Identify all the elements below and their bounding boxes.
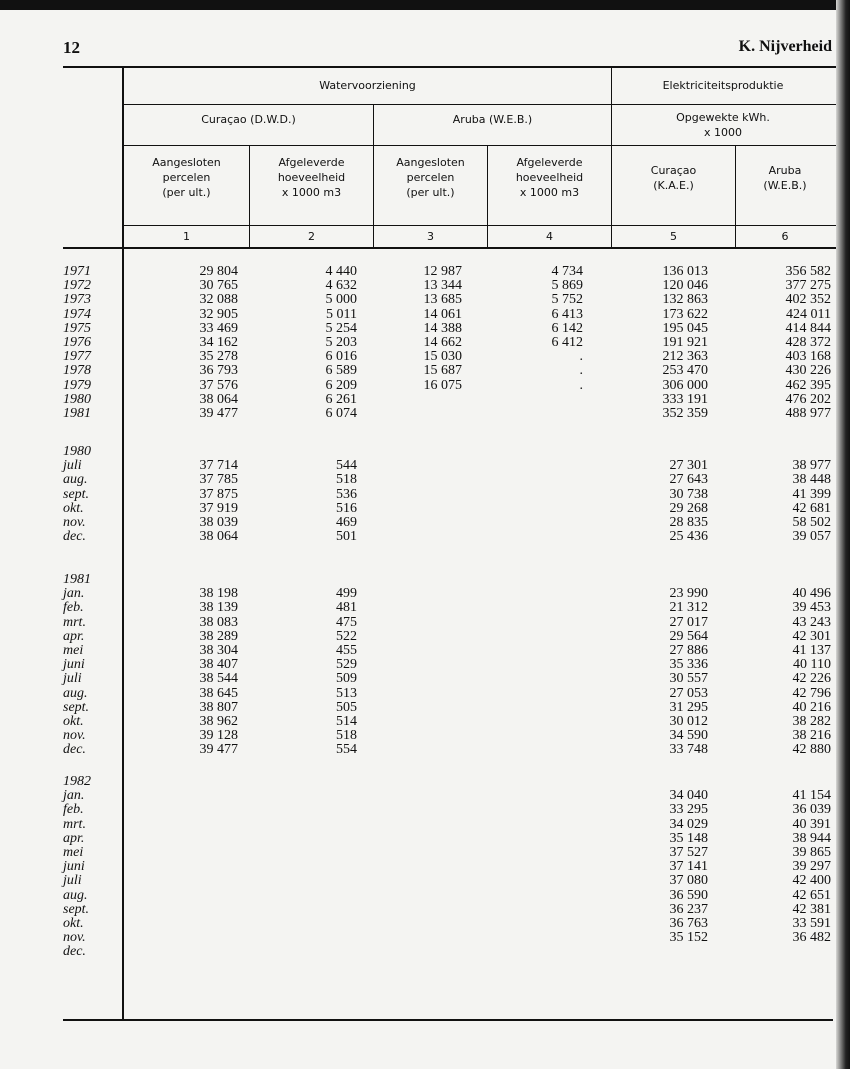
- table-section: [63, 573, 843, 757]
- row-label: okt.: [63, 500, 84, 516]
- table-section: [63, 445, 843, 544]
- cell-col-5: 31 295: [669, 699, 708, 715]
- cell-col-3: 13 344: [423, 278, 462, 294]
- subheader-elec-unit: [612, 110, 834, 140]
- cell-col-2: 518: [336, 472, 357, 488]
- table-row: [63, 803, 843, 817]
- row-label: aug.: [63, 472, 88, 488]
- row-label: nov.: [63, 728, 86, 744]
- cell-col-4: 5 869: [551, 278, 583, 294]
- table-row: [63, 336, 843, 350]
- column-number: 6: [781, 230, 789, 243]
- column-header-line: x 1000 m3: [519, 186, 580, 199]
- cell-col-1: 37 785: [199, 472, 238, 488]
- cell-col-2: 544: [336, 458, 357, 474]
- row-label: juli: [63, 458, 82, 474]
- cell-col-5: 27 886: [669, 642, 708, 658]
- section-title-row: [63, 573, 843, 587]
- table-section: [63, 265, 843, 421]
- column-header-6: [736, 163, 834, 193]
- column-header-line: Afgeleverde: [278, 156, 345, 169]
- cell-col-6: 39 453: [792, 600, 831, 616]
- cell-col-6: 476 202: [785, 391, 831, 407]
- rule: [123, 104, 843, 105]
- cell-col-6: 428 372: [785, 334, 831, 350]
- cell-col-2: 522: [336, 628, 357, 644]
- cell-col-6: 40 391: [792, 816, 831, 832]
- cell-col-6: 41 137: [792, 642, 831, 658]
- column-number: 3: [427, 230, 434, 243]
- cell-col-2: 509: [336, 671, 357, 687]
- chapter-title: K. Nijverheid: [738, 38, 832, 55]
- row-label: aug.: [63, 685, 88, 701]
- cell-col-6: 42 651: [792, 887, 831, 903]
- table-row: [63, 407, 843, 421]
- table-row: [63, 818, 843, 832]
- cell-col-5: 191 921: [662, 334, 708, 350]
- table-row: [63, 874, 843, 888]
- row-label: 1977: [63, 349, 91, 365]
- cell-col-3: 15 030: [423, 349, 462, 365]
- cell-col-1: 38 645: [199, 685, 238, 701]
- cell-col-2: 6 016: [325, 349, 357, 365]
- column-header-line: Aruba: [768, 164, 802, 177]
- table-row: [63, 931, 843, 945]
- row-label: 1974: [63, 306, 91, 322]
- cell-col-5: 21 312: [669, 600, 708, 616]
- table-row: [63, 616, 843, 630]
- cell-col-3: 15 687: [423, 363, 462, 379]
- cell-col-5: 37 080: [669, 873, 708, 889]
- row-label: juli: [63, 671, 82, 687]
- cell-col-6: 33 591: [792, 915, 831, 931]
- row-label: 1973: [63, 292, 91, 308]
- section-year-label: 1980: [63, 444, 91, 459]
- cell-col-6: 36 482: [792, 930, 831, 946]
- cell-col-6: 39 865: [792, 844, 831, 860]
- column-header-5: [612, 163, 735, 193]
- table-row: [63, 293, 843, 307]
- cell-col-2: 455: [336, 642, 357, 658]
- cell-col-1: 38 544: [199, 671, 238, 687]
- section-year-label: 1982: [63, 774, 91, 789]
- row-label: 1972: [63, 278, 91, 294]
- row-label: nov.: [63, 514, 86, 530]
- cell-col-6: 42 301: [792, 628, 831, 644]
- column-number: 5: [670, 230, 677, 243]
- cell-col-6: 41 399: [792, 486, 831, 502]
- group-header-electricity: Elektriciteitsproduktie: [662, 79, 784, 92]
- cell-col-2: 6 261: [325, 391, 357, 407]
- row-label: dec.: [63, 944, 86, 960]
- row-label: 1971: [63, 264, 91, 279]
- table-row: [63, 658, 843, 672]
- cell-col-2: 5 254: [325, 320, 357, 336]
- cell-col-2: 6 589: [325, 363, 357, 379]
- cell-col-5: 33 748: [669, 742, 708, 758]
- cell-col-6: 38 977: [792, 458, 831, 474]
- cell-col-2: 5 011: [326, 306, 357, 322]
- cell-col-1: 36 793: [199, 363, 238, 379]
- cell-col-3: 14 662: [423, 334, 462, 350]
- cell-col-6: 40 216: [792, 699, 831, 715]
- row-label: juni: [63, 657, 85, 673]
- cell-col-6: 38 216: [792, 728, 831, 744]
- cell-col-2: 4 440: [325, 264, 357, 279]
- cell-col-5: 306 000: [662, 377, 708, 393]
- row-label: sept.: [63, 486, 90, 502]
- cell-col-2: 5 000: [325, 292, 357, 308]
- subheader-curacao-water: Curaçao (D.W.D.): [201, 113, 296, 126]
- cell-col-1: 38 083: [199, 614, 238, 630]
- row-label: dec.: [63, 742, 86, 758]
- cell-col-5: 35 148: [669, 830, 708, 846]
- group-header-water: Watervoorziening: [319, 79, 416, 92]
- column-header-line: (W.E.B.): [763, 179, 807, 192]
- cell-col-5: 36 763: [669, 915, 708, 931]
- cell-col-1: 38 064: [199, 529, 238, 545]
- table-row: [63, 530, 843, 544]
- table-row: [63, 587, 843, 601]
- table-row: [63, 743, 843, 757]
- cell-col-4: 5 752: [551, 292, 583, 308]
- cell-col-6: 39 057: [792, 529, 831, 545]
- cell-col-5: 37 141: [669, 859, 708, 875]
- cell-col-2: 475: [336, 614, 357, 630]
- cell-col-1: 38 407: [199, 657, 238, 673]
- cell-col-3: 14 061: [423, 306, 462, 322]
- column-header-line: Curaçao: [650, 164, 697, 177]
- rule-top: [63, 66, 843, 68]
- cell-col-5: 333 191: [662, 391, 708, 407]
- cell-col-1: 34 162: [199, 334, 238, 350]
- column-header-line: (per ult.): [162, 186, 211, 199]
- cell-col-1: 32 905: [199, 306, 238, 322]
- cell-col-1: 38 289: [199, 628, 238, 644]
- cell-col-5: 27 017: [669, 614, 708, 630]
- column-header-line: percelen: [406, 171, 455, 184]
- cell-col-6: 40 496: [792, 586, 831, 602]
- cell-col-4: 6 412: [551, 334, 583, 350]
- row-label: apr.: [63, 830, 85, 846]
- cell-col-1: 38 304: [199, 642, 238, 658]
- cell-col-2: 6 209: [325, 377, 357, 393]
- row-label: juni: [63, 859, 85, 875]
- cell-col-2: 505: [336, 699, 357, 715]
- cell-col-1: 38 039: [199, 514, 238, 530]
- cell-col-2: 469: [336, 514, 357, 530]
- table-row: [63, 832, 843, 846]
- column-header-line: hoeveelheid: [515, 171, 584, 184]
- cell-col-6: 58 502: [792, 514, 831, 530]
- column-header-2: [250, 155, 373, 200]
- cell-col-4: 6 142: [551, 320, 583, 336]
- column-header-line: x 1000 m3: [281, 186, 342, 199]
- row-label: mrt.: [63, 816, 86, 832]
- cell-col-6: 43 243: [792, 614, 831, 630]
- column-header-line: Aangesloten: [152, 156, 221, 169]
- page-number: 12: [63, 38, 80, 57]
- cell-col-1: 38 807: [199, 699, 238, 715]
- cell-col-4: .: [579, 377, 583, 393]
- cell-col-5: 136 013: [662, 264, 708, 279]
- cell-col-2: 529: [336, 657, 357, 673]
- subheader-aruba-water: Aruba (W.E.B.): [452, 113, 533, 126]
- row-label: 1978: [63, 363, 91, 379]
- elec-unit-line2: x 1000: [703, 126, 742, 139]
- cell-col-5: 212 363: [662, 349, 708, 365]
- cell-col-3: 14 388: [423, 320, 462, 336]
- column-number: 4: [546, 230, 553, 243]
- cell-col-5: 36 590: [669, 887, 708, 903]
- cell-col-6: 356 582: [785, 264, 831, 279]
- cell-col-1: 35 278: [199, 349, 238, 365]
- row-label: juli: [63, 873, 82, 889]
- column-header-line: (K.A.E.): [653, 179, 694, 192]
- cell-col-5: 120 046: [662, 278, 708, 294]
- cell-col-2: 536: [336, 486, 357, 502]
- row-label: 1981: [63, 405, 91, 421]
- table-row: [63, 687, 843, 701]
- cell-col-3: 12 987: [423, 264, 462, 279]
- table-row: [63, 672, 843, 686]
- row-label: feb.: [63, 600, 84, 616]
- row-label: sept.: [63, 901, 90, 917]
- cell-col-6: 38 944: [792, 830, 831, 846]
- rule-bottom: [63, 1019, 833, 1021]
- cell-col-1: 38 139: [199, 600, 238, 616]
- table-row: [63, 473, 843, 487]
- rule: [63, 247, 843, 249]
- cell-col-6: 488 977: [785, 405, 831, 421]
- cell-col-6: 414 844: [785, 320, 831, 336]
- cell-col-3: 13 685: [423, 292, 462, 308]
- cell-col-2: 499: [336, 586, 357, 602]
- column-header-line: Afgeleverde: [516, 156, 583, 169]
- column-header-4: [488, 155, 611, 200]
- table-row: [63, 488, 843, 502]
- table-row: [63, 265, 843, 279]
- table-row: [63, 516, 843, 530]
- table-row: [63, 789, 843, 803]
- cell-col-1: 33 469: [199, 320, 238, 336]
- cell-col-1: 29 804: [199, 264, 238, 279]
- cell-col-3: 16 075: [423, 377, 462, 393]
- row-label: okt.: [63, 713, 84, 729]
- cell-col-6: 38 282: [792, 713, 831, 729]
- table-row: [63, 308, 843, 322]
- row-label: 1979: [63, 377, 91, 393]
- cell-col-1: 32 088: [199, 292, 238, 308]
- table-row: [63, 601, 843, 615]
- cell-col-6: 430 226: [785, 363, 831, 379]
- row-label: apr.: [63, 628, 85, 644]
- cell-col-6: 36 039: [792, 802, 831, 818]
- cell-col-6: 424 011: [786, 306, 831, 322]
- cell-col-5: 35 152: [669, 930, 708, 946]
- table-row: [63, 701, 843, 715]
- cell-col-5: 253 470: [662, 363, 708, 379]
- section-title-row: [63, 445, 843, 459]
- table-row: [63, 644, 843, 658]
- cell-col-4: 6 413: [551, 306, 583, 322]
- cell-col-5: 35 336: [669, 657, 708, 673]
- cell-col-1: 37 919: [199, 500, 238, 516]
- column-header-line: hoeveelheid: [277, 171, 346, 184]
- row-label: okt.: [63, 915, 84, 931]
- cell-col-5: 29 268: [669, 500, 708, 516]
- scan-border-right: [836, 0, 850, 1069]
- cell-col-5: 37 527: [669, 844, 708, 860]
- cell-col-5: 27 643: [669, 472, 708, 488]
- cell-col-5: 27 053: [669, 685, 708, 701]
- cell-col-6: 41 154: [792, 788, 831, 804]
- table-row: [63, 393, 843, 407]
- row-label: 1980: [63, 391, 91, 407]
- cell-col-5: 33 295: [669, 802, 708, 818]
- table-row: [63, 945, 843, 959]
- cell-col-5: 34 029: [669, 816, 708, 832]
- column-header-1: [124, 155, 249, 200]
- row-label: sept.: [63, 699, 90, 715]
- cell-col-2: 554: [336, 742, 357, 758]
- row-label: mei: [63, 642, 84, 658]
- elec-unit-line1: Opgewekte kWh.: [676, 111, 770, 124]
- cell-col-1: 37 576: [199, 377, 238, 393]
- table-row: [63, 630, 843, 644]
- column-header-line: percelen: [162, 171, 211, 184]
- cell-col-2: 4 632: [325, 278, 357, 294]
- column-number: 1: [183, 230, 190, 243]
- table-row: [63, 889, 843, 903]
- cell-col-1: 38 198: [199, 586, 238, 602]
- table-section: [63, 775, 843, 959]
- cell-col-5: 23 990: [669, 586, 708, 602]
- table-row: [63, 459, 843, 473]
- cell-col-2: 514: [336, 713, 357, 729]
- col-divider: [611, 66, 612, 248]
- cell-col-2: 481: [336, 600, 357, 616]
- cell-col-6: 39 297: [792, 859, 831, 875]
- cell-col-6: 40 110: [793, 657, 831, 673]
- table-row: [63, 903, 843, 917]
- cell-col-6: 403 168: [785, 349, 831, 365]
- row-label: dec.: [63, 529, 86, 545]
- row-label: jan.: [63, 788, 85, 804]
- cell-col-1: 38 064: [199, 391, 238, 407]
- section-title-row: [63, 775, 843, 789]
- cell-col-5: 352 359: [662, 405, 708, 421]
- row-label: feb.: [63, 802, 84, 818]
- cell-col-5: 36 237: [669, 901, 708, 917]
- cell-col-5: 132 863: [662, 292, 708, 308]
- cell-col-5: 173 622: [662, 306, 708, 322]
- cell-col-2: 516: [336, 500, 357, 516]
- cell-col-6: 462 395: [785, 377, 831, 393]
- row-label: mei: [63, 844, 84, 860]
- row-label: nov.: [63, 930, 86, 946]
- cell-col-5: 30 557: [669, 671, 708, 687]
- table-row: [63, 729, 843, 743]
- cell-col-2: 5 203: [325, 334, 357, 350]
- row-label: 1976: [63, 334, 91, 350]
- cell-col-4: .: [579, 363, 583, 379]
- cell-col-5: 30 738: [669, 486, 708, 502]
- cell-col-1: 39 477: [199, 742, 238, 758]
- table-row: [63, 364, 843, 378]
- cell-col-6: 42 880: [792, 742, 831, 758]
- table-row: [63, 322, 843, 336]
- cell-col-1: 37 875: [199, 486, 238, 502]
- table-row: [63, 917, 843, 931]
- column-header-line: Aangesloten: [396, 156, 465, 169]
- cell-col-2: 518: [336, 728, 357, 744]
- column-header-line: (per ult.): [406, 186, 455, 199]
- table-row: [63, 715, 843, 729]
- table-row: [63, 379, 843, 393]
- section-year-label: 1981: [63, 572, 91, 587]
- cell-col-6: 42 681: [792, 500, 831, 516]
- cell-col-4: .: [579, 349, 583, 365]
- cell-col-5: 28 835: [669, 514, 708, 530]
- table-row: [63, 502, 843, 516]
- table-row: [63, 860, 843, 874]
- cell-col-5: 34 040: [669, 788, 708, 804]
- scan-border-top: [0, 0, 850, 10]
- row-label: aug.: [63, 887, 88, 903]
- cell-col-6: 42 796: [792, 685, 831, 701]
- table-row: [63, 846, 843, 860]
- cell-col-6: 38 448: [792, 472, 831, 488]
- table-row: [63, 350, 843, 364]
- cell-col-5: 27 301: [669, 458, 708, 474]
- cell-col-6: 377 275: [785, 278, 831, 294]
- cell-col-1: 39 477: [199, 405, 238, 421]
- cell-col-2: 6 074: [325, 405, 357, 421]
- column-header-3: [374, 155, 487, 200]
- row-label: jan.: [63, 586, 85, 602]
- cell-col-6: 402 352: [785, 292, 831, 308]
- cell-col-5: 25 436: [669, 529, 708, 545]
- cell-col-4: 4 734: [551, 264, 583, 279]
- table-row: [63, 279, 843, 293]
- cell-col-5: 195 045: [662, 320, 708, 336]
- row-label: mrt.: [63, 614, 86, 630]
- cell-col-1: 37 714: [199, 458, 238, 474]
- row-label: 1975: [63, 320, 91, 336]
- cell-col-5: 30 012: [669, 713, 708, 729]
- cell-col-2: 513: [336, 685, 357, 701]
- cell-col-5: 34 590: [669, 728, 708, 744]
- column-number: 2: [308, 230, 315, 243]
- cell-col-1: 30 765: [199, 278, 238, 294]
- cell-col-6: 42 226: [792, 671, 831, 687]
- cell-col-5: 29 564: [669, 628, 708, 644]
- cell-col-1: 39 128: [199, 728, 238, 744]
- cell-col-6: 42 400: [792, 873, 831, 889]
- cell-col-2: 501: [336, 529, 357, 545]
- cell-col-1: 38 962: [199, 713, 238, 729]
- cell-col-6: 42 381: [792, 901, 831, 917]
